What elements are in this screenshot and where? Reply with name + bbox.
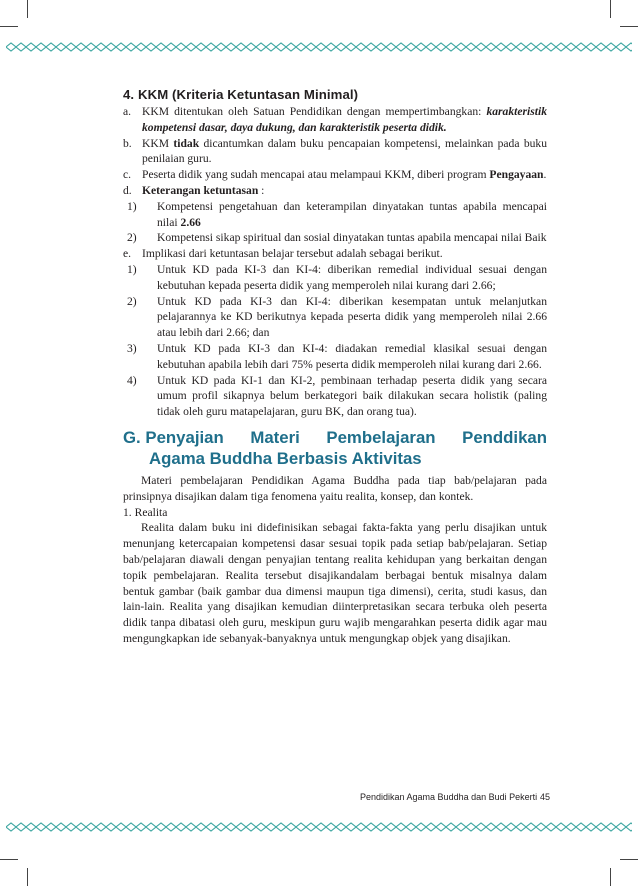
list-marker: 2) [127,294,137,308]
section-g-title-word: Materi [250,427,300,447]
list-marker: b. [123,136,132,150]
item-b-bold: tidak [173,136,200,150]
list-item-d [123,183,547,199]
sublist-item-e1 [127,262,547,294]
section-g-title-word: Penddikan [462,427,547,447]
section-g-title-word: Pembelajaran [326,427,436,447]
crop-mark-top-right-h [620,26,638,27]
section-g-title-word: G. Penyajian [123,427,224,447]
section-g-intro: Materi pembelajaran Pendidikan Agama Buddha pada tiap bab/pelajaran pada prinsipnya disajikan dalam tiga fenomena yaitu realita, konsep, dan kontek. [123,473,547,503]
footer-book-title: Pendidikan Agama Buddha dan Budi Pekerti [360,792,538,802]
decorative-border-top [6,42,632,52]
crop-mark-bottom-left [27,868,28,886]
section-4-title: 4. KKM (Kriteria Ketuntasan Minimal) [123,87,359,102]
list-marker: 1) [127,199,137,213]
crop-mark-top-left [27,0,28,18]
list-marker: 1) [127,262,137,276]
crop-mark-bottom-left-h [0,859,18,860]
list-marker: 3) [127,341,137,355]
item-c-bold: Pengayaan [489,168,544,182]
sublist-item-e4 [127,373,547,420]
sublist-item-d2 [127,230,547,246]
list-marker: 2) [127,231,137,245]
page-footer [360,792,550,802]
item-e4-text: Untuk KD pada KI-1 dan KI-2, pembinaan terhadap peserta didik yang secara umum profil sikapnya belum berkategori baik dilakukan secara holistik (paling tidak oleh guru matapelajaran, guru BK, dan orang tua). [157,373,547,419]
section-g-title-line2: Agama Buddha Berbasis Aktivitas [149,448,422,468]
subsection-realita-label: 1. Realita [123,505,168,519]
item-c-end: . [543,168,547,182]
item-d-bold: Keterangan ketuntasan [142,183,259,197]
section-g-title [123,427,547,469]
item-d1-text: Kompetensi pengetahuan dan keterampilan dinyatakan tuntas apabila mencapai nilai [157,199,547,229]
item-b-pre: KKM [142,136,174,150]
subsection-realita-text: Realita dalam buku ini didefinisikan sebagai fakta-fakta yang perlu disajikan untuk menunjang ketercapaian kompetensi dasar sesuai topik pada setiap bab/pelajaran. Setiap bab/pelajaran diawali dengan penyajian tentang realita kehidupan yang berkaitan dengan topik pembelajaran. Realita tersebut disajikandalam berbagai bentuk misalnya dalam bentuk gambar (baik gambar dua dimensi maupun tiga dimensi), cerita, studi kasus, dan lain-lain. Realita yang disajikan kemudian diinterpretasikan secara terbuka oleh peserta didik tanpa dibatasi oleh guru, meskipun guru wajib mengarahkan peserta didik agar mau mengungkapkan ide sebanyak-banyaknya untuk mengungkap objek yang disajikan. [123,521,547,645]
decorative-border-bottom [6,822,632,832]
item-a-text: KKM ditentukan oleh Satuan Pendidikan dengan mempertimbangkan: [142,105,487,118]
list-marker: c. [123,168,132,182]
item-b-post: dicantumkan dalam buku pencapaian kompetensi, melainkan pada buku penilaian guru. [142,136,548,166]
item-d2-text: Kompetensi sikap spiritual dan sosial dinyatakan tuntas apabila mencapai nilai Baik [157,231,547,245]
crop-mark-bottom-right-h [620,859,638,860]
sublist-item-e2 [127,294,547,341]
list-item-a [123,104,547,136]
item-e2-text: Untuk KD pada KI-3 dan KI-4: diberikan kesempatan untuk melanjutkan pelajarannya ke KD berikutnya kepada peserta didik yang memperoleh nilai 2.66 atau lebih dari 2.66; dan [157,294,547,340]
item-a-emphasis: karakteristik kompetensi dasar, daya dukung, dan karakteristik peserta didik. [142,105,547,134]
item-e3-text: Untuk KD pada KI-3 dan KI-4: diadakan remedial klasikal sesuai dengan kebutuhan apabila lebih dari 75% peserta didik memperoleh nilai kurang dari 2.66. [157,341,547,371]
list-item-c [123,167,547,183]
item-c-text: Peserta didik yang sudah mencapai atau melampaui KKM, diberi program [142,168,490,182]
list-item-b [123,136,547,168]
footer-page-number: 45 [539,792,550,802]
item-e-text: Implikasi dari ketuntasan belajar tersebut adalah sebagai berikut. [142,247,443,261]
list-marker: a. [123,105,132,118]
list-item-e [123,246,547,262]
item-e1-text: Untuk KD pada KI-3 dan KI-4: diberikan remedial individual sesuai dengan kebutuhan kepada peserta didik yang memperoleh nilai kurang dari 2.66; [157,262,547,292]
item-d1-bold: 2.66 [180,215,201,229]
crop-mark-top-right [610,0,611,18]
list-marker: e. [123,247,132,261]
crop-mark-top-left-h [0,26,18,27]
page-content [123,87,547,647]
list-marker: 4) [127,373,137,387]
crop-mark-bottom-right [610,868,611,886]
sublist-item-d1 [127,199,547,231]
list-marker: d. [123,183,132,197]
item-d-post: : [258,183,265,197]
sublist-item-e3 [127,341,547,373]
